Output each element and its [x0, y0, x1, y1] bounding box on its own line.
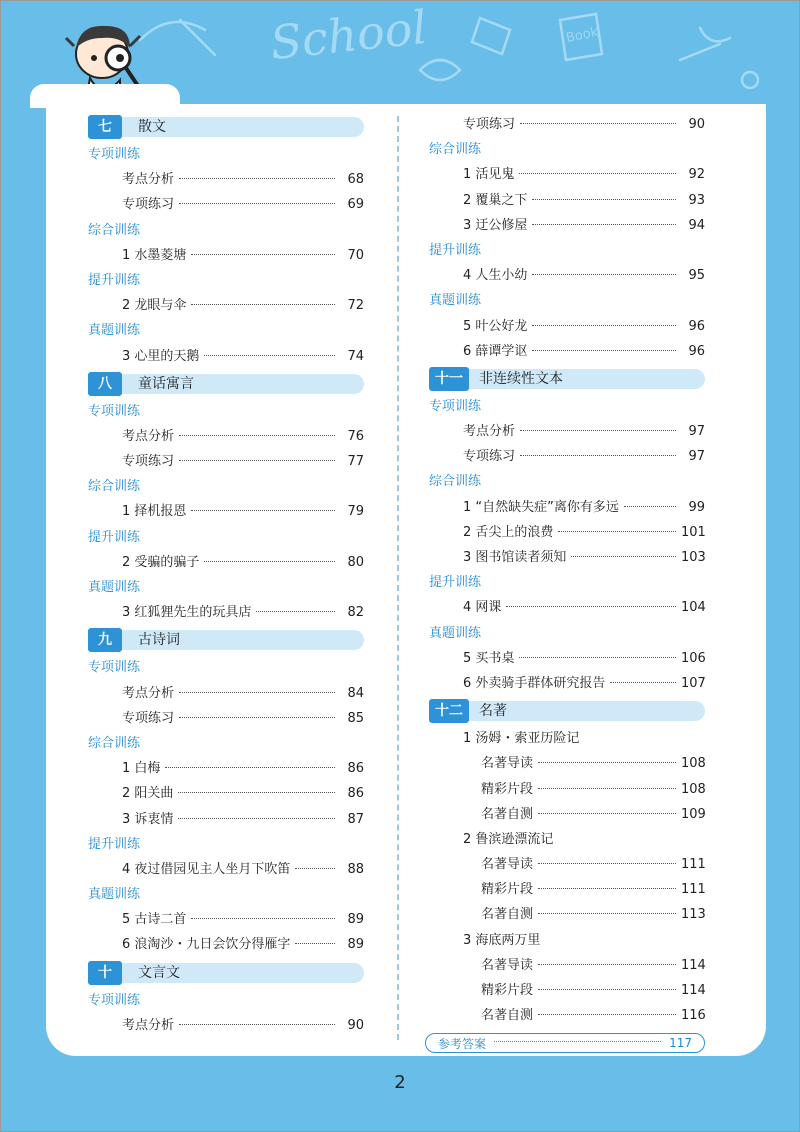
toc-left-column	[88, 112, 364, 1038]
dot-leader	[179, 717, 335, 718]
answer-page: 117	[669, 1036, 692, 1050]
chapter-number: 七	[88, 115, 122, 139]
section-category: 综合训练	[88, 735, 141, 751]
entry-title: 名著导读	[481, 957, 534, 973]
entry-title: 6 薛谭学讴	[463, 343, 528, 359]
toc-entry[interactable]	[429, 978, 705, 1003]
entry-page: 89	[347, 912, 364, 928]
entry-page: 82	[347, 605, 364, 621]
dot-leader	[179, 692, 335, 693]
toc-entry[interactable]	[429, 263, 705, 288]
chapter-number: 十	[88, 961, 122, 985]
entry-title: 专项练习	[122, 710, 175, 726]
entry-title: 考点分析	[122, 428, 175, 444]
entry-page: 109	[681, 806, 706, 822]
dot-leader	[532, 350, 676, 351]
entry-title: 名著导读	[481, 756, 534, 772]
toc-entry[interactable]	[429, 495, 705, 520]
entry-page: 95	[688, 268, 705, 284]
entry-page: 103	[681, 550, 706, 565]
chapter-header	[88, 371, 364, 397]
toc-entry[interactable]	[429, 162, 705, 187]
entry-page: 87	[347, 811, 364, 827]
entry-page: 69	[347, 197, 364, 213]
chapter-title: 古诗词	[138, 632, 180, 649]
book-heading: 2 鲁滨逊漂流记	[463, 831, 554, 847]
toc-entry[interactable]	[429, 112, 705, 137]
chapter-bar	[88, 963, 364, 983]
entry-title: 专项练习	[463, 449, 516, 465]
entry-title: 5 叶公好龙	[463, 318, 528, 334]
entry-title: 名著自测	[481, 806, 534, 822]
entry-page: 90	[688, 117, 705, 132]
dot-leader	[538, 888, 676, 889]
toc-entry[interactable]	[429, 314, 705, 339]
section-category: 真题训练	[88, 580, 141, 595]
chapter-header	[429, 366, 705, 392]
toc-entry[interactable]	[88, 344, 364, 369]
toc-entry[interactable]	[429, 852, 705, 877]
entry-title: 4 人生小幼	[463, 268, 528, 284]
section-category: 提升训练	[88, 836, 141, 852]
chapter-title: 非连续性文本	[479, 370, 563, 387]
entry-page: 74	[347, 348, 364, 364]
toc-entry[interactable]	[88, 857, 364, 882]
toc-entry[interactable]	[429, 545, 705, 570]
entry-page: 96	[688, 343, 705, 359]
dot-leader	[191, 304, 335, 305]
section-category: 真题训练	[88, 323, 141, 339]
entry-page: 72	[347, 298, 364, 314]
toc-entry[interactable]	[88, 243, 364, 268]
entry-page: 104	[681, 600, 706, 616]
section-category: 专项训练	[88, 660, 141, 676]
entry-page: 79	[347, 504, 364, 520]
toc-entry[interactable]	[88, 293, 364, 318]
toc-entry[interactable]	[429, 188, 705, 213]
toc-entry[interactable]	[88, 550, 364, 575]
entry-page: 99	[688, 499, 705, 515]
dot-leader	[191, 510, 335, 511]
chapter-title: 散文	[138, 119, 166, 135]
entry-page: 97	[688, 424, 705, 440]
dot-leader	[532, 224, 676, 225]
toc-entry[interactable]	[88, 681, 364, 706]
toc-entry[interactable]	[88, 167, 364, 192]
entry-page: 93	[688, 192, 705, 208]
toc-entry[interactable]	[429, 953, 705, 978]
section-category: 提升训练	[429, 242, 482, 258]
dot-leader	[256, 611, 335, 612]
chapter-bar	[88, 630, 364, 650]
entry-title: 名著自测	[481, 907, 534, 923]
toc-entry[interactable]	[88, 1013, 364, 1038]
entry-title: 专项练习	[122, 454, 175, 470]
dot-leader	[532, 325, 676, 326]
entry-page: 97	[688, 449, 705, 465]
toc-entry[interactable]	[88, 781, 364, 806]
book-heading: 3 海底两万里	[463, 932, 541, 948]
entry-page: 114	[681, 957, 706, 973]
entry-title: 专项练习	[463, 117, 516, 132]
chapter-bar	[88, 374, 364, 394]
toc-entry[interactable]	[88, 807, 364, 832]
toc-entry[interactable]	[88, 756, 364, 781]
entry-title: 3 心里的天鹅	[122, 348, 200, 364]
dot-leader	[538, 913, 676, 914]
entry-page: 92	[688, 167, 705, 183]
entry-page: 89	[347, 937, 364, 953]
entry-title: 6 外卖骑手群体研究报告	[463, 675, 606, 691]
toc-entry[interactable]	[88, 499, 364, 524]
entry-title: 3 红狐狸先生的玩具店	[122, 605, 252, 621]
entry-page: 90	[347, 1017, 364, 1033]
dot-leader	[179, 435, 335, 436]
dot-leader	[494, 1041, 661, 1042]
entry-page: 108	[681, 781, 706, 797]
chapter-header	[88, 960, 364, 986]
chapter-bar	[429, 369, 705, 389]
entry-title: 2 受骗的骗子	[122, 554, 200, 570]
toc-entry[interactable]	[88, 424, 364, 449]
section-category: 真题训练	[429, 293, 482, 309]
dot-leader	[520, 123, 676, 124]
section-category: 综合训练	[429, 474, 482, 490]
toc-entry[interactable]	[429, 777, 705, 802]
toc-entry[interactable]	[429, 751, 705, 776]
dot-leader	[204, 355, 335, 356]
dot-leader	[520, 455, 676, 456]
answer-key-entry[interactable]	[425, 1033, 705, 1053]
chapter-number: 十一	[429, 367, 469, 391]
chapter-bar	[429, 701, 705, 721]
entry-page: 85	[347, 710, 364, 726]
toc-entry[interactable]	[429, 1003, 705, 1028]
entry-title: 4 夜过借园见主人坐月下吹笛	[122, 861, 291, 877]
toc-entry[interactable]	[429, 520, 705, 545]
entry-page: 86	[347, 786, 364, 802]
entry-title: 1 活见鬼	[463, 167, 515, 183]
entry-title: 名著导读	[481, 857, 534, 873]
dot-leader	[538, 964, 676, 965]
dot-leader	[204, 561, 335, 562]
dot-leader	[538, 813, 676, 814]
entry-page: 88	[347, 861, 364, 877]
entry-title: 1 择机报恩	[122, 504, 187, 520]
entry-page: 84	[347, 685, 364, 701]
answer-label: 参考答案	[438, 1036, 487, 1051]
toc-entry[interactable]	[88, 932, 364, 957]
dot-leader	[191, 918, 335, 919]
toc-entry[interactable]	[88, 600, 364, 625]
entry-title: 专项练习	[122, 197, 175, 213]
entry-page: 116	[681, 1008, 706, 1024]
dot-leader	[179, 1024, 335, 1025]
entry-title: 3 诉衷情	[122, 811, 174, 827]
entry-page: 108	[681, 756, 706, 772]
entry-page: 96	[688, 318, 705, 334]
toc-entry[interactable]	[429, 213, 705, 238]
entry-page: 80	[347, 554, 364, 570]
chapter-header	[88, 627, 364, 653]
entry-page: 68	[347, 172, 364, 188]
entry-title: 考点分析	[122, 172, 175, 188]
dot-leader	[179, 203, 335, 204]
entry-title: 精彩片段	[481, 983, 534, 998]
entry-page: 70	[347, 247, 364, 263]
entry-page: 86	[347, 761, 364, 777]
section-category: 真题训练	[88, 887, 141, 903]
entry-title: 精彩片段	[481, 781, 534, 797]
entry-page: 111	[681, 882, 706, 898]
chapter-title: 名著	[479, 703, 507, 720]
toc-entry[interactable]	[88, 449, 364, 474]
entry-title: 4 网课	[463, 600, 502, 616]
chapter-title: 文言文	[138, 964, 180, 981]
entry-title: 1 “自然缺失症”离你有多远	[463, 499, 619, 515]
dot-leader	[506, 606, 676, 607]
dot-leader	[538, 863, 676, 864]
toc-right-column	[429, 112, 705, 1028]
toc-entry[interactable]	[429, 419, 705, 444]
entry-title: 1 水墨菱塘	[122, 247, 187, 263]
toc-entry[interactable]	[429, 646, 705, 671]
dot-leader	[538, 762, 676, 763]
toc-entry[interactable]	[429, 671, 705, 696]
chapter-title: 童话寓言	[138, 375, 194, 392]
chapter-header	[88, 114, 364, 140]
entry-page: 94	[688, 217, 705, 233]
entry-title: 5 买书桌	[463, 650, 515, 666]
dot-leader	[295, 943, 335, 944]
dot-leader	[532, 199, 676, 200]
dot-leader	[610, 682, 676, 683]
section-category: 专项训练	[429, 398, 482, 414]
book-heading: 1 汤姆・索亚历险记	[463, 731, 580, 747]
entry-title: 精彩片段	[481, 882, 534, 898]
dot-leader	[571, 556, 676, 557]
chapter-number: 九	[88, 628, 122, 652]
toc-entry[interactable]	[429, 877, 705, 902]
dot-leader	[519, 657, 676, 658]
entry-title: 2 舌尖上的浪费	[463, 524, 554, 540]
entry-page: 77	[347, 454, 364, 470]
entry-page: 114	[681, 983, 706, 998]
chapter-number: 十二	[429, 699, 469, 723]
entry-title: 考点分析	[122, 1017, 175, 1033]
entry-title: 考点分析	[122, 685, 175, 701]
column-divider	[397, 116, 399, 1040]
dot-leader	[179, 178, 335, 179]
section-category: 提升训练	[88, 529, 141, 545]
entry-page: 106	[681, 650, 706, 666]
toc-entry[interactable]	[88, 192, 364, 217]
toc-entry[interactable]	[429, 339, 705, 364]
dot-leader	[532, 274, 676, 275]
entry-title: 名著自测	[481, 1008, 534, 1024]
toc-entry[interactable]	[429, 902, 705, 927]
dot-leader	[520, 430, 676, 431]
dot-leader	[538, 1014, 676, 1015]
dot-leader	[165, 767, 335, 768]
section-category: 综合训练	[429, 142, 482, 158]
dot-leader	[519, 173, 676, 174]
entry-page: 111	[681, 857, 706, 873]
toc-entry[interactable]	[88, 907, 364, 932]
section-category: 综合训练	[88, 222, 141, 238]
chapter-number: 八	[88, 372, 122, 396]
page-number: 2	[394, 1072, 406, 1093]
entry-title: 2 覆巢之下	[463, 192, 528, 208]
dot-leader	[295, 868, 335, 869]
section-category: 提升训练	[429, 575, 482, 591]
entry-title: 3 迂公修屋	[463, 217, 528, 233]
dot-leader	[624, 506, 676, 507]
section-category: 真题训练	[429, 625, 482, 641]
toc-entry[interactable]	[429, 802, 705, 827]
dot-leader	[538, 788, 676, 789]
dot-leader	[178, 818, 335, 819]
section-category: 提升训练	[88, 272, 141, 288]
chapter-header	[429, 698, 705, 724]
section-category: 综合训练	[88, 479, 141, 495]
school-doodle: School	[267, 0, 430, 71]
dot-leader	[558, 531, 676, 532]
dot-leader	[178, 792, 335, 793]
entry-page: 113	[681, 907, 706, 923]
entry-title: 考点分析	[463, 424, 516, 440]
entry-title: 5 古诗二首	[122, 912, 187, 928]
chapter-bar	[88, 117, 364, 137]
entry-page: 76	[347, 428, 364, 444]
entry-title: 2 阳关曲	[122, 786, 174, 802]
entry-page: 101	[681, 524, 706, 540]
entry-title: 2 龙眼与伞	[122, 298, 187, 314]
entry-title: 1 白梅	[122, 761, 161, 777]
section-category: 专项训练	[88, 403, 141, 419]
dot-leader	[179, 460, 335, 461]
toc-entry[interactable]	[429, 595, 705, 620]
entry-page: 107	[681, 675, 706, 691]
dot-leader	[538, 989, 676, 990]
dot-leader	[191, 254, 335, 255]
entry-title: 3 图书馆读者须知	[463, 550, 567, 565]
toc-entry[interactable]	[429, 444, 705, 469]
entry-title: 6 浪淘沙・九日会饮分得雁字	[122, 937, 291, 953]
section-category: 专项训练	[88, 992, 141, 1008]
book-doodle: Book	[564, 24, 600, 47]
section-category: 专项训练	[88, 147, 141, 162]
toc-entry[interactable]	[88, 706, 364, 731]
